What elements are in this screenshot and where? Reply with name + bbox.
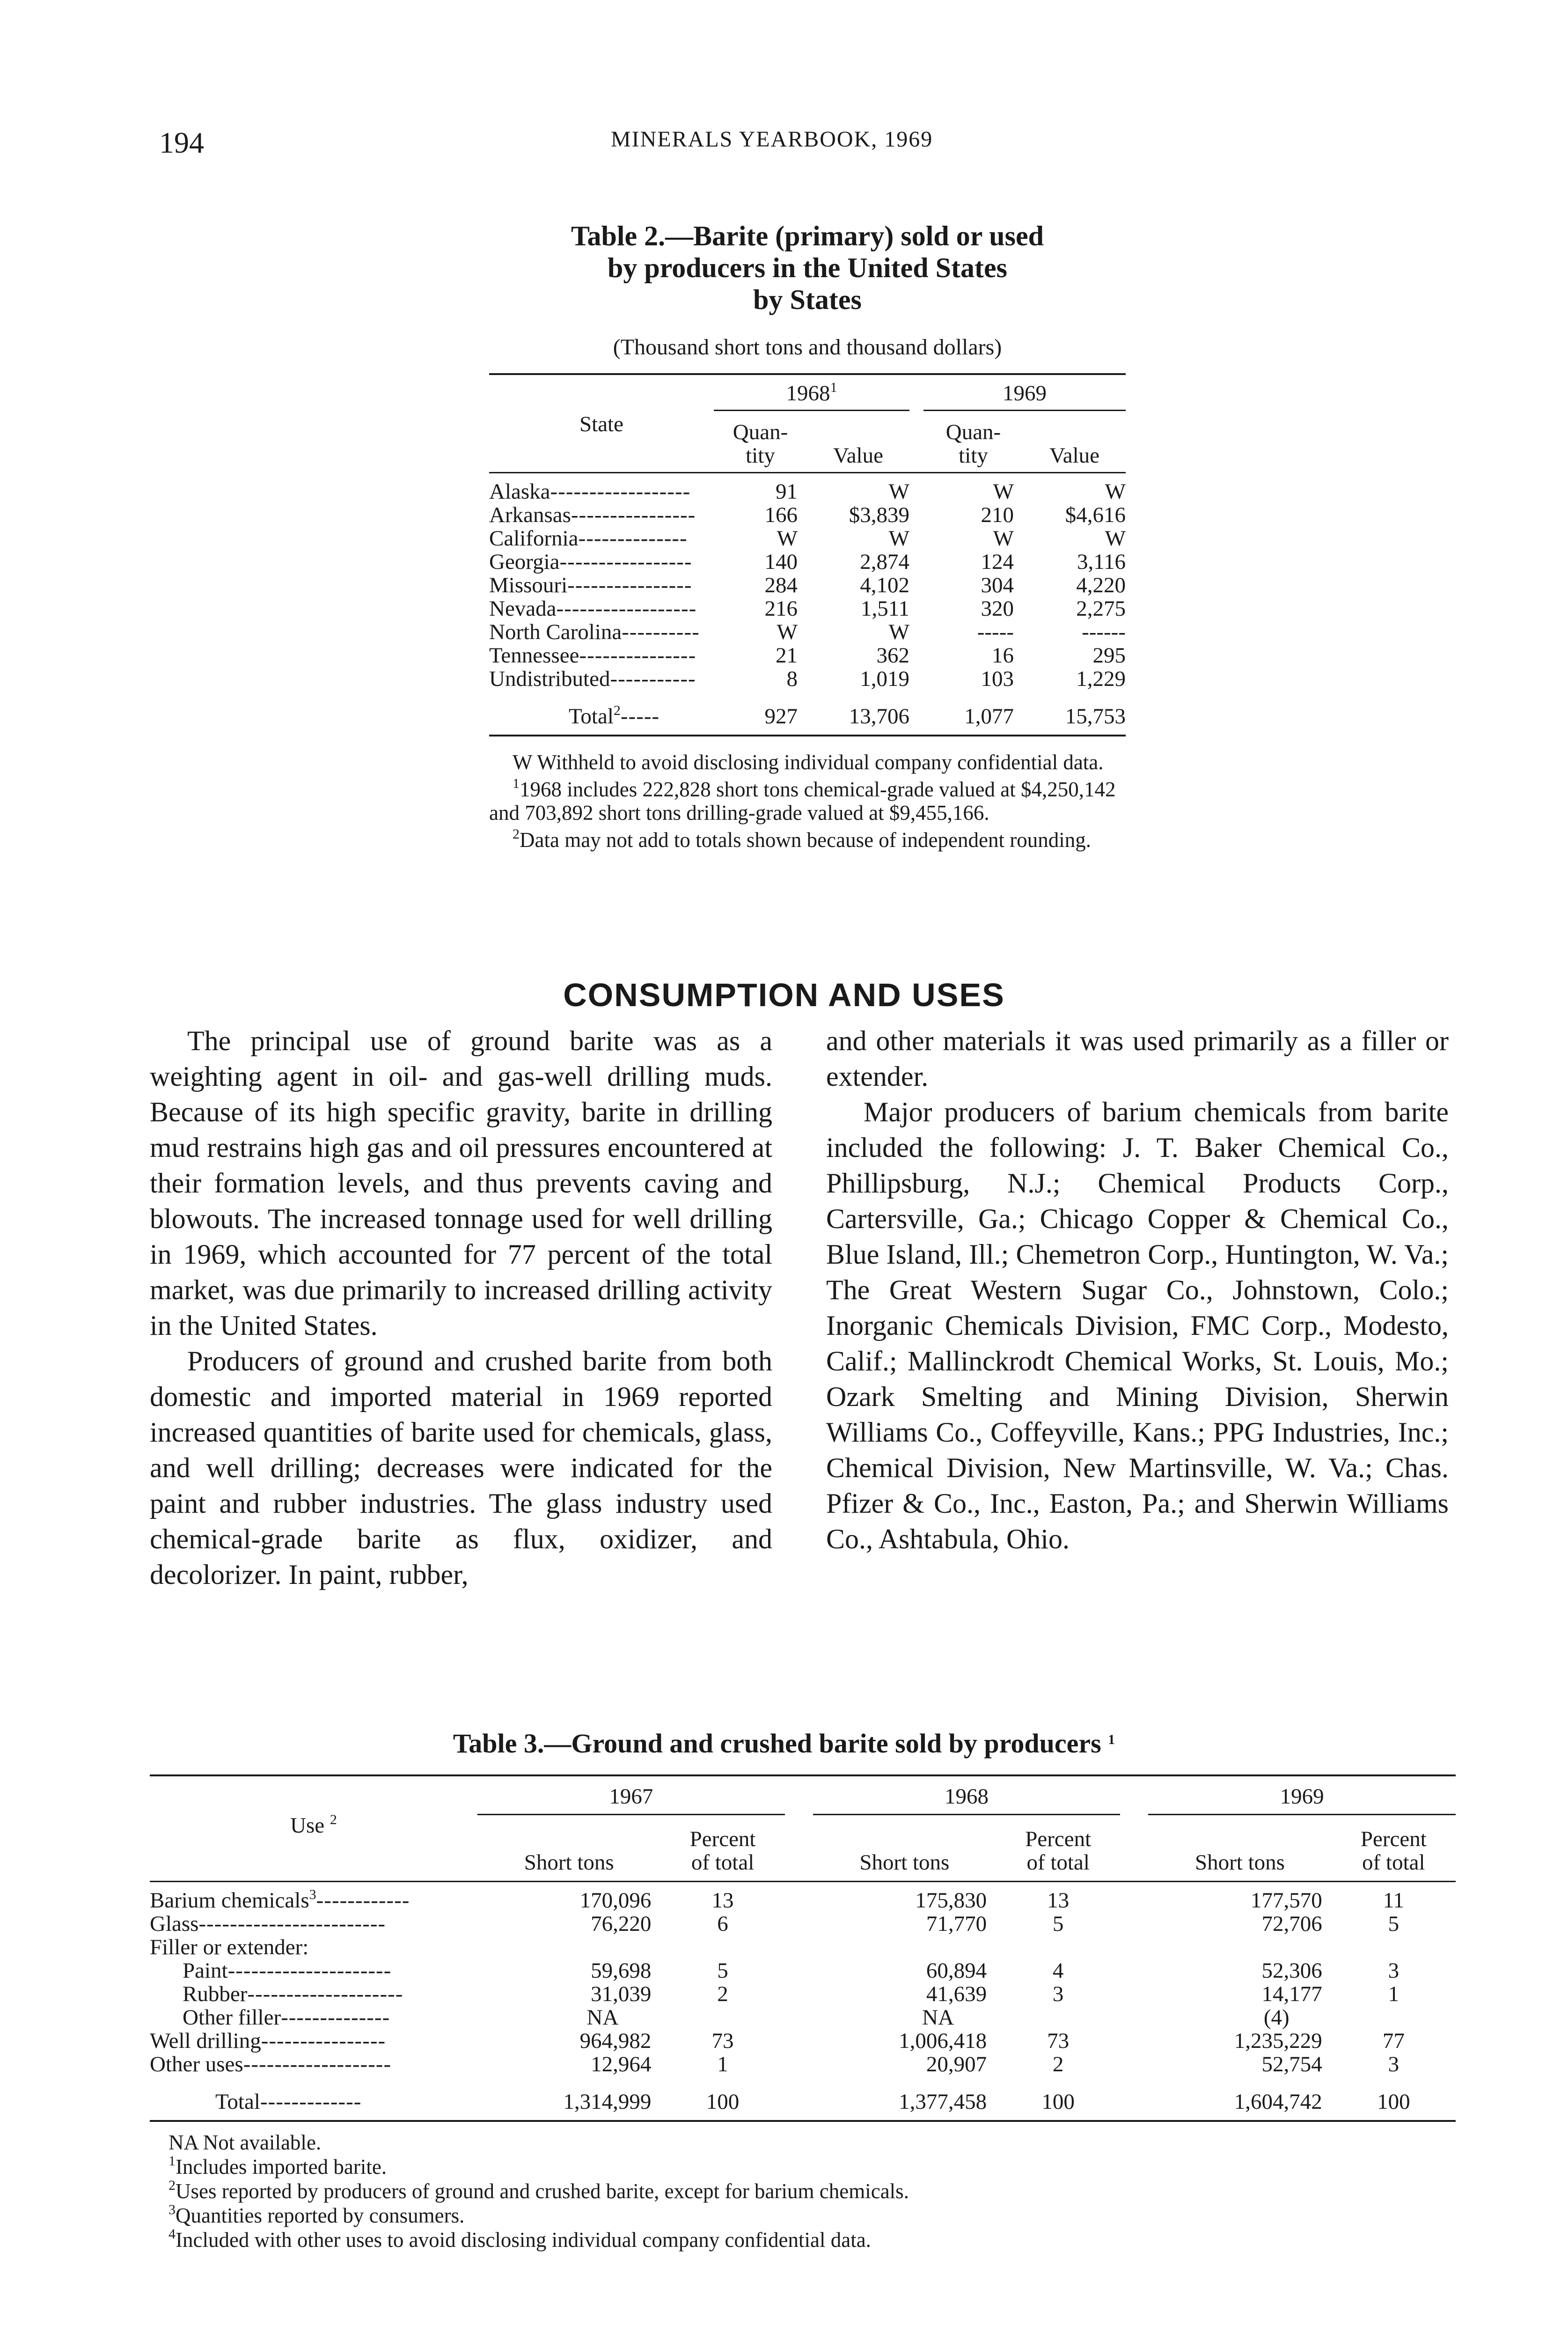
cell: 304 (981, 573, 1014, 597)
cell: 4,102 (860, 573, 909, 597)
section-heading: CONSUMPTION AND USES (563, 977, 1005, 1013)
cell: 100 (1377, 2090, 1410, 2114)
cell: W (1105, 479, 1126, 504)
cell: 140 (764, 550, 798, 574)
row-label: Other uses------------------- (150, 2052, 392, 2076)
footnote-1: $^1$Includes imported barite. (169, 2153, 387, 2179)
cell: W (777, 620, 798, 644)
row-label: North Carolina---------- (489, 620, 700, 644)
header-state: State (579, 412, 623, 436)
cell: W (1105, 526, 1126, 551)
table-row (489, 620, 1126, 644)
note-w: W Withheld to avoid disclosing individual company confidential data. (513, 751, 1104, 774)
cell: 1,019 (860, 667, 909, 691)
row-label: Filler or extender: (150, 1935, 309, 1959)
table-2-title-line: by producers in the United States (608, 252, 1007, 283)
row-label: Georgia----------------- (489, 550, 692, 574)
cell: W (888, 479, 909, 504)
cell: 73 (1047, 2029, 1070, 2053)
total-label: Total------------- (215, 2090, 362, 2114)
header-year-1968: 1968$^1$ (714, 375, 909, 411)
header-short-tons: Short tons (859, 1850, 950, 1875)
cell: 91 (776, 479, 798, 504)
cell: 71,770 (926, 1912, 987, 1936)
table-row (489, 527, 1126, 550)
cell: 320 (981, 596, 1014, 621)
header-percent: Percent of total (689, 1827, 756, 1875)
cell: 31,039 (591, 1982, 652, 2006)
table-2-grid (489, 375, 1126, 728)
cell: 4,220 (1076, 573, 1126, 597)
table-row (150, 2006, 1456, 2029)
cell: 100 (706, 2090, 740, 2114)
paragraph: Producers of ground and crushed barite from both domestic and imported material in 1969 reported increased quantities of barite used for chemicals, glass, and well drilling; decreases were indicated for the paint and rubber industries. The glass industry used chemical-grade barite as flux, oxidizer, and decolorizer. In paint, rubber, (150, 1346, 772, 1590)
cell: 12,964 (591, 2052, 652, 2076)
cell: $3,839 (849, 503, 909, 527)
table-rule (489, 735, 1126, 736)
table-row (489, 597, 1126, 620)
header-percent: Percent of total (1360, 1827, 1427, 1875)
footnote-2: $^2$Data may not add to totals shown because of independent rounding. (513, 826, 1091, 852)
row-label: Alaska------------------ (489, 479, 691, 504)
table-row (489, 503, 1126, 527)
cell: 103 (981, 667, 1014, 691)
cell: 13,706 (849, 704, 909, 729)
cell: 72,706 (1261, 1912, 1322, 1936)
cell: 76,220 (591, 1912, 652, 1936)
header-quantity: Quan- tity (945, 420, 1001, 468)
cell: W (888, 526, 909, 551)
table-3-notes (150, 2130, 1456, 2252)
table-row (489, 667, 1126, 691)
cell: 15,753 (1065, 704, 1126, 729)
cell: 1 (717, 2052, 728, 2076)
header-value: Value (1049, 443, 1099, 468)
body-column-left (150, 1023, 772, 1592)
cell: 20,907 (926, 2052, 987, 2076)
cell (996, 2006, 1120, 2029)
cell: ----- (977, 620, 1014, 644)
cell: 3 (1388, 1958, 1399, 1983)
table-row (150, 1889, 1456, 1912)
table-3 (150, 1774, 1456, 2252)
cell: 175,830 (915, 1888, 987, 1913)
cell: 124 (981, 550, 1014, 574)
header-short-tons: Short tons (1195, 1850, 1285, 1875)
cell: 5 (1052, 1912, 1064, 1936)
table-2-title-line: by States (753, 284, 862, 315)
cell: 52,306 (1261, 1958, 1322, 1983)
table-2-title-line: Table 2.—Barite (primary) sold or used (571, 221, 1044, 251)
table-row (150, 2053, 1456, 2076)
header-year: 1969 (1148, 1776, 1456, 1815)
cell: 216 (764, 596, 798, 621)
cell: 284 (764, 573, 798, 597)
row-label: Barium chemicals$^3$------------ (150, 1887, 410, 1913)
cell: 16 (992, 643, 1014, 668)
cell: W (993, 526, 1014, 551)
header-value: Value (833, 443, 883, 468)
row-label: Undistributed----------- (489, 667, 696, 691)
table-2 (489, 220, 1126, 855)
cell: 2,874 (860, 550, 909, 574)
table-row (150, 1959, 1456, 1982)
table-header-row (150, 1776, 1456, 1815)
cell: 13 (711, 1888, 734, 1913)
cell: 5 (1388, 1912, 1399, 1936)
footnote-3: $^3$Quantities reported by consumers. (169, 2202, 465, 2227)
cell: 170,096 (579, 1888, 652, 1913)
table-rule (150, 2120, 1456, 2122)
paragraph: Major producers of barium chemicals from barite included the following: J. T. Baker Chemical Co., Phillipsburg, N.J.; Chemical Products Corp., Cartersville, Ga.; Chicago Copper & Chemical Co., Blue Island, Ill.; Chemetron Corp., Huntington, W. Va.; The Great Western Sugar Co., Johnstown, Colo.; Inorganic Chemicals Division, FMC Corp., Modesto, Calif.; Mallinckrodt Chemical Works, St. Louis, Mo.; Ozark Smelting and Mining Division, Sherwin Williams Co., Coffeyville, Kans.; PPG Industries, Inc.; Chemical Division, New Martinsville, W. Va.; Chas. Pfizer & Co., Inc., Easton, Pa.; and Sherwin Williams Co., Ashtabula, Ohio. (826, 1097, 1449, 1554)
cell: 1,377,458 (899, 2090, 987, 2114)
table-row (150, 1982, 1456, 2006)
cell: 2 (1052, 2052, 1064, 2076)
cell: 77 (1382, 2029, 1405, 2053)
cell: 1,235,229 (1234, 2029, 1322, 2053)
cell: 1,077 (964, 704, 1014, 729)
row-label: Well drilling---------------- (150, 2029, 386, 2053)
cell: 362 (876, 643, 909, 668)
cell: 59,698 (591, 1958, 652, 1983)
paragraph: and other materials it was used primarily as a filler or extender. (826, 1025, 1449, 1092)
paragraph: The principal use of ground barite was as a weighting agent in oil- and gas-well drilling muds. Because of its high specific gravity, barite in drilling mud restrains high gas and oil pressures encountered at their formation levels, and thus prevents caving and blowouts. The increased tonnage used for well drilling in 1969, which accounted for 77 percent of the total market, was due primarily to increased drilling activity in the United States. (150, 1025, 772, 1341)
table-header-row (489, 375, 1126, 411)
cell: 2 (717, 1982, 728, 2006)
cell: 41,639 (926, 1982, 987, 2006)
cell: 60,894 (926, 1958, 987, 1983)
cell: 11 (1383, 1888, 1404, 1913)
page-number: 194 (159, 126, 204, 159)
table-3-grid (150, 1776, 1456, 2113)
cell: 3,116 (1077, 550, 1126, 574)
row-label: Nevada------------------ (489, 596, 697, 621)
cell: $4,616 (1065, 503, 1126, 527)
footnote-2: $^2$Uses reported by producers of ground and crushed barite, except for barium chemicals. (169, 2178, 909, 2203)
cell: 21 (776, 643, 798, 668)
header-year-1969: 1969 (923, 375, 1126, 411)
cell: 1,229 (1076, 667, 1126, 691)
table-2-title (489, 220, 1126, 316)
row-label: Missouri---------------- (489, 573, 692, 597)
cell: W (777, 526, 798, 551)
header-use: Use $^2$ (290, 1812, 337, 1838)
cell: 166 (764, 503, 798, 527)
cell: 177,570 (1250, 1888, 1322, 1913)
cell: 73 (711, 2029, 734, 2053)
cell: 1,006,418 (899, 2029, 987, 2053)
cell: 100 (1041, 2090, 1075, 2114)
table-row (150, 1936, 1456, 1959)
footnote-4: $^4$Included with other uses to avoid disclosing individual company confidential data. (169, 2226, 871, 2252)
cell: W (888, 620, 909, 644)
cell (660, 2006, 784, 2029)
total-label: Total$^2$----- (569, 703, 660, 729)
body-column-right (826, 1023, 1449, 1557)
table-2-notes (489, 751, 1126, 852)
cell: 3 (1388, 2052, 1399, 2076)
cell: 4 (1052, 1958, 1064, 1983)
cell: 52,754 (1261, 2052, 1322, 2076)
table-row (489, 574, 1126, 597)
cell: 927 (764, 704, 798, 729)
table-row (150, 2029, 1456, 2053)
cell: 13 (1047, 1888, 1070, 1913)
cell: ------ (1082, 620, 1126, 644)
cell: 3 (1052, 1982, 1064, 2006)
cell: 14,177 (1261, 1982, 1322, 2006)
cell: 1 (1388, 1982, 1399, 2006)
header-short-tons: Short tons (524, 1850, 614, 1875)
running-head: MINERALS YEARBOOK, 1969 (611, 127, 933, 152)
row-label: Other filler-------------- (183, 2005, 390, 2030)
cell: NA (586, 2005, 619, 2030)
cell: NA (922, 2005, 954, 2030)
footnote-1: $^1$1968 includes 222,828 short tons chemical-grade valued at $4,250,142 and 703,892 short tons drilling-grade valued at $9,455,166. (489, 776, 1116, 825)
table-3-title: Table 3.—Ground and crushed barite sold by producers $^1$ (453, 1728, 1115, 1759)
row-label: California-------------- (489, 526, 688, 551)
table-row (489, 550, 1126, 574)
table-total-row (150, 2090, 1456, 2113)
header-year: 1968 (813, 1776, 1121, 1815)
cell: 6 (717, 1912, 728, 1936)
cell: 964,982 (579, 2029, 652, 2053)
header-quantity: Quan- tity (733, 420, 788, 468)
header-year: 1967 (477, 1776, 785, 1815)
cell: 1,604,742 (1234, 2090, 1322, 2114)
note-na: NA Not available. (169, 2131, 322, 2154)
cell: 210 (981, 503, 1014, 527)
cell: W (993, 479, 1014, 504)
cell: (4) (1263, 2005, 1290, 2030)
table-row (489, 644, 1126, 667)
table-row (150, 1912, 1456, 1936)
cell: 8 (786, 667, 798, 691)
cell (1332, 2006, 1456, 2029)
cell: 1,511 (860, 596, 909, 621)
row-label: Arkansas---------------- (489, 503, 696, 527)
cell: 5 (717, 1958, 728, 1983)
row-label: Rubber-------------------- (183, 1982, 403, 2006)
cell: 2,275 (1076, 596, 1126, 621)
cell: 295 (1092, 643, 1126, 668)
table-2-subtitle: (Thousand short tons and thousand dollars) (613, 335, 1002, 360)
cell: 1,314,999 (563, 2090, 652, 2114)
row-label: Glass------------------------ (150, 1912, 386, 1936)
row-label: Paint--------------------- (183, 1958, 392, 1983)
row-label: Tennessee--------------- (489, 643, 696, 668)
header-percent: Percent of total (1025, 1827, 1092, 1875)
table-total-row (489, 705, 1126, 728)
table-row (489, 480, 1126, 503)
